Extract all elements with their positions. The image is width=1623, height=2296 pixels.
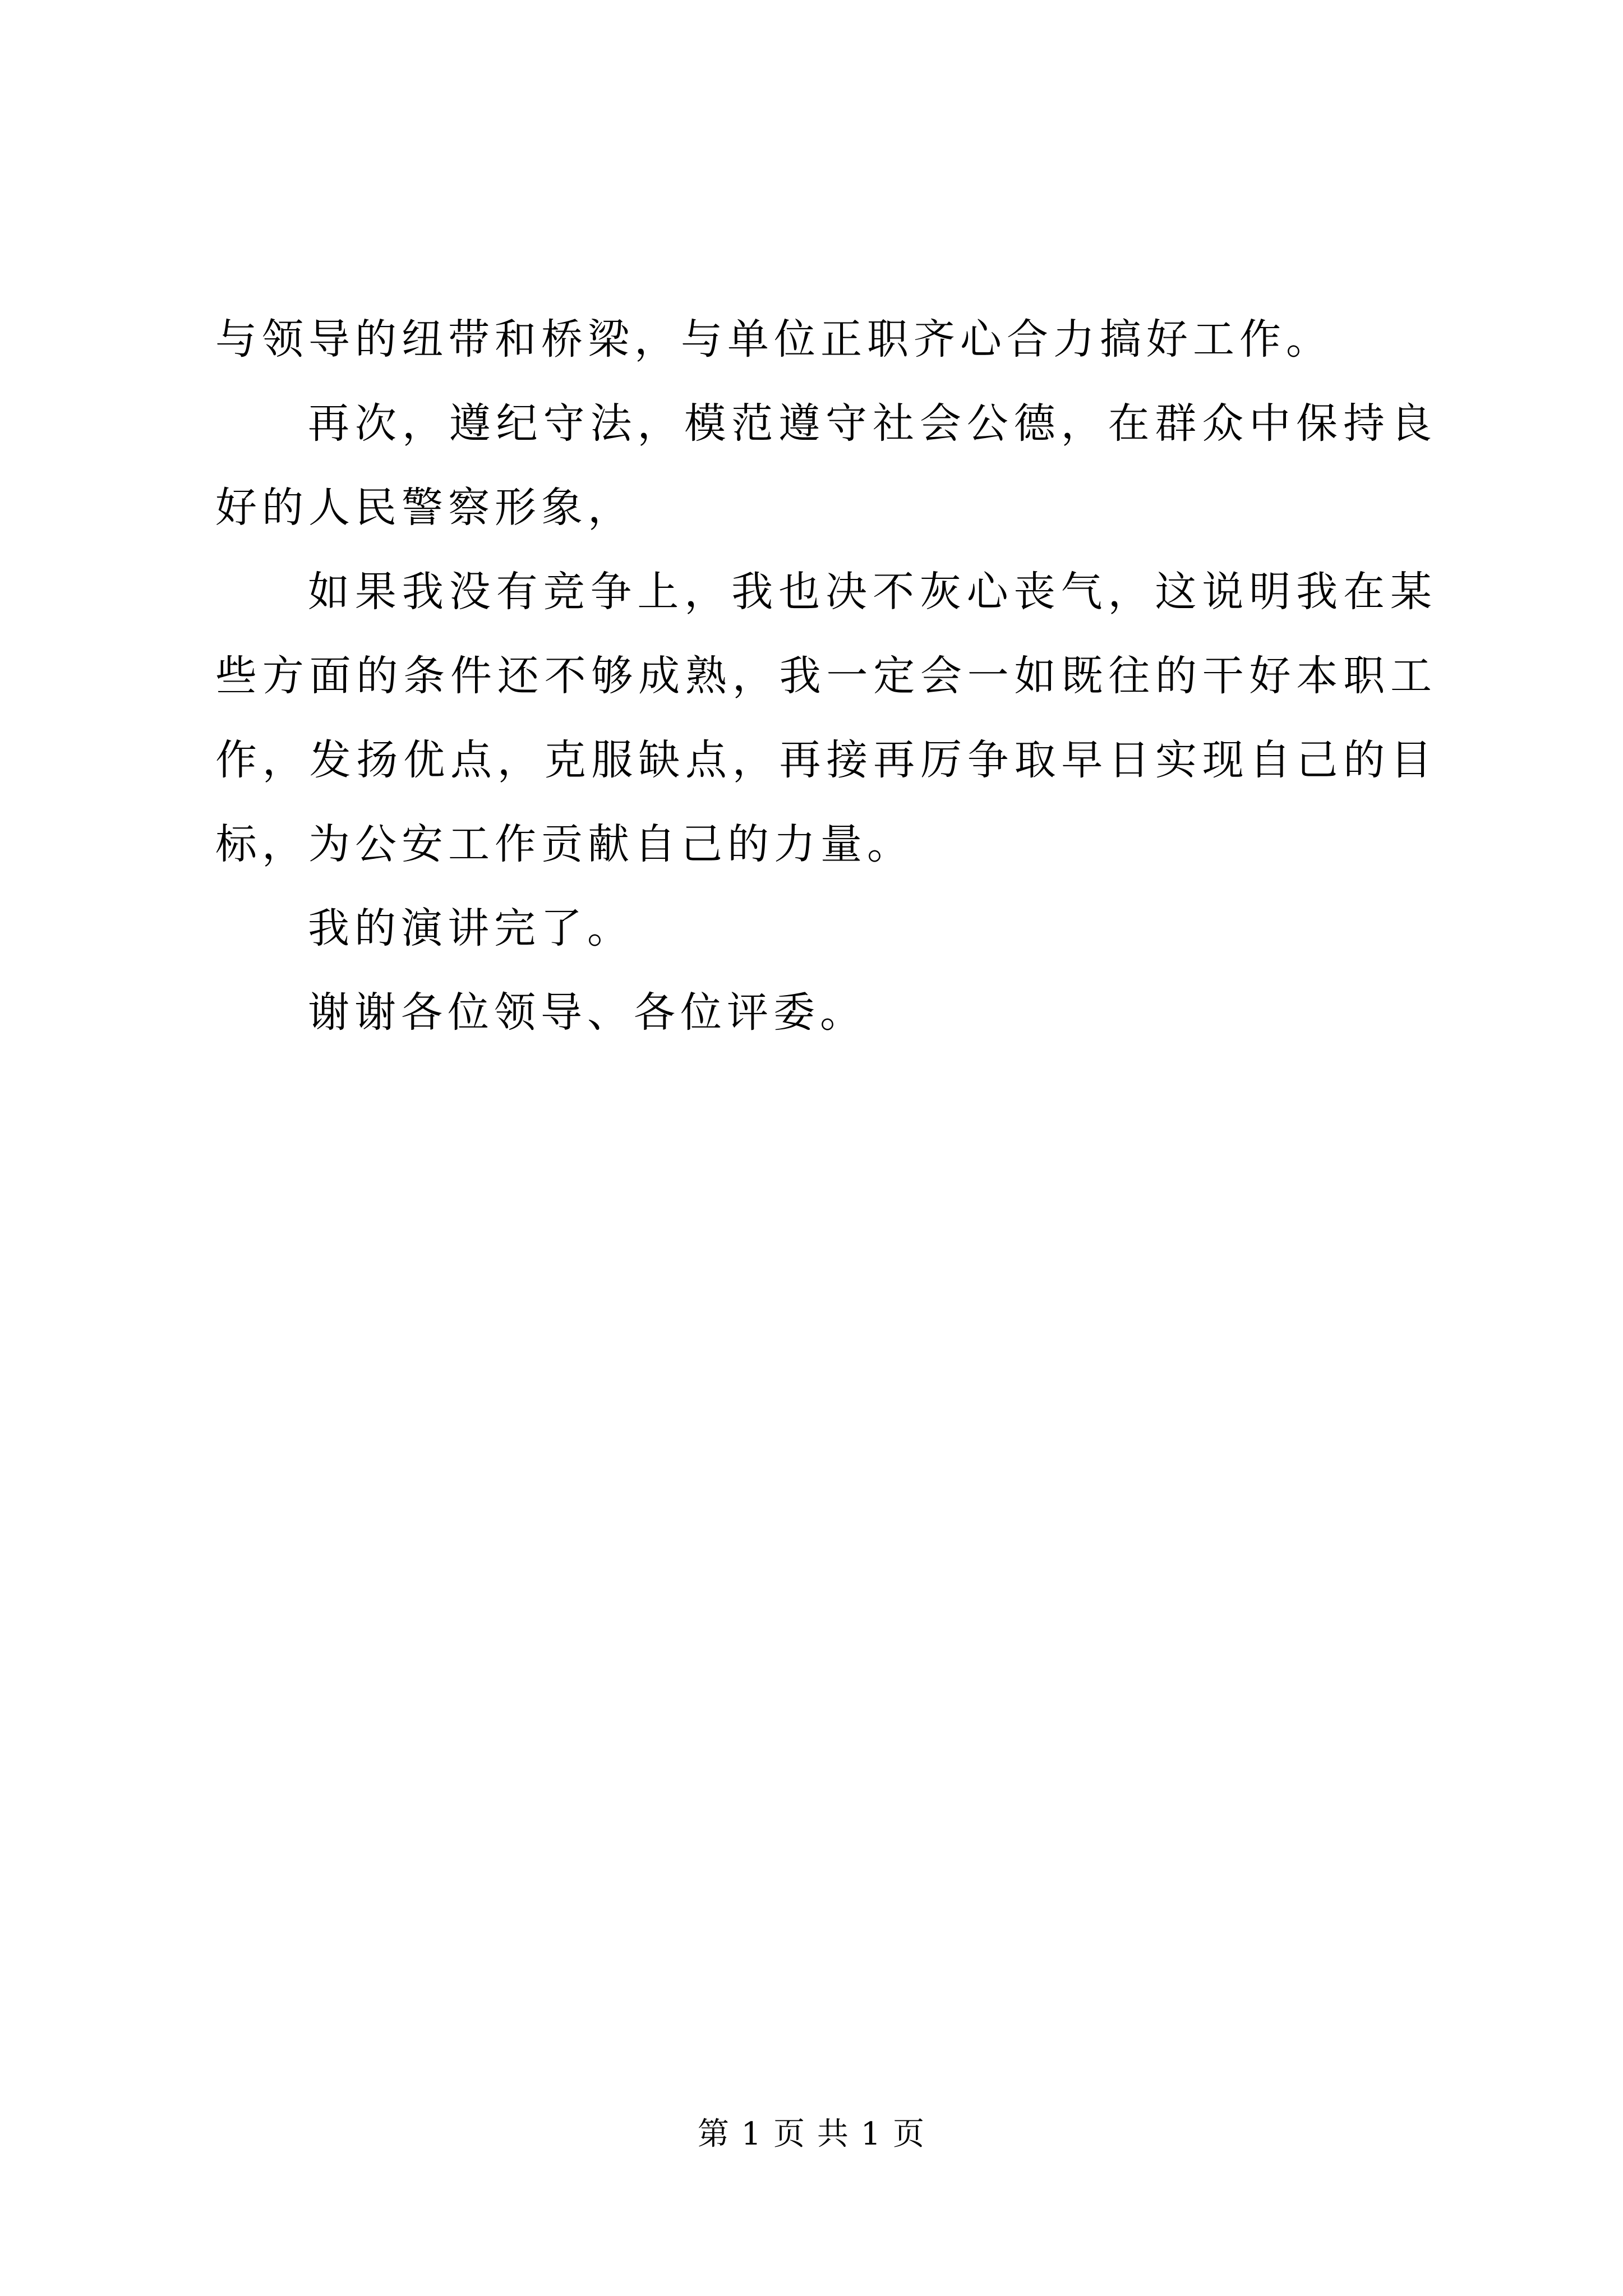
document-body bbox=[215, 297, 1437, 1055]
page-footer: 第 1 页 共 1 页 bbox=[697, 2116, 926, 2152]
paragraph-thanks: 谢谢各位领导、各位评委。 bbox=[308, 988, 866, 1037]
paragraph-discipline: 再次，遵纪守法，模范遵守社会公德，在群众中保持良好的人民警察形象， bbox=[215, 399, 1437, 532]
paragraph-continuation: 与领导的纽带和桥梁，与单位正职齐心合力搞好工作。 bbox=[215, 315, 1332, 364]
paragraph-if-not-selected: 如果我没有竞争上，我也决不灰心丧气，这说明我在某些方面的条件还不够成熟，我一定会一如既往的干好本职工作，发扬优点，克服缺点，再接再厉争取早日实现自己的目标，为公安工作贡献自己的力量。 bbox=[215, 568, 1437, 868]
paragraph-speech-end: 我的演讲完了。 bbox=[308, 904, 634, 953]
